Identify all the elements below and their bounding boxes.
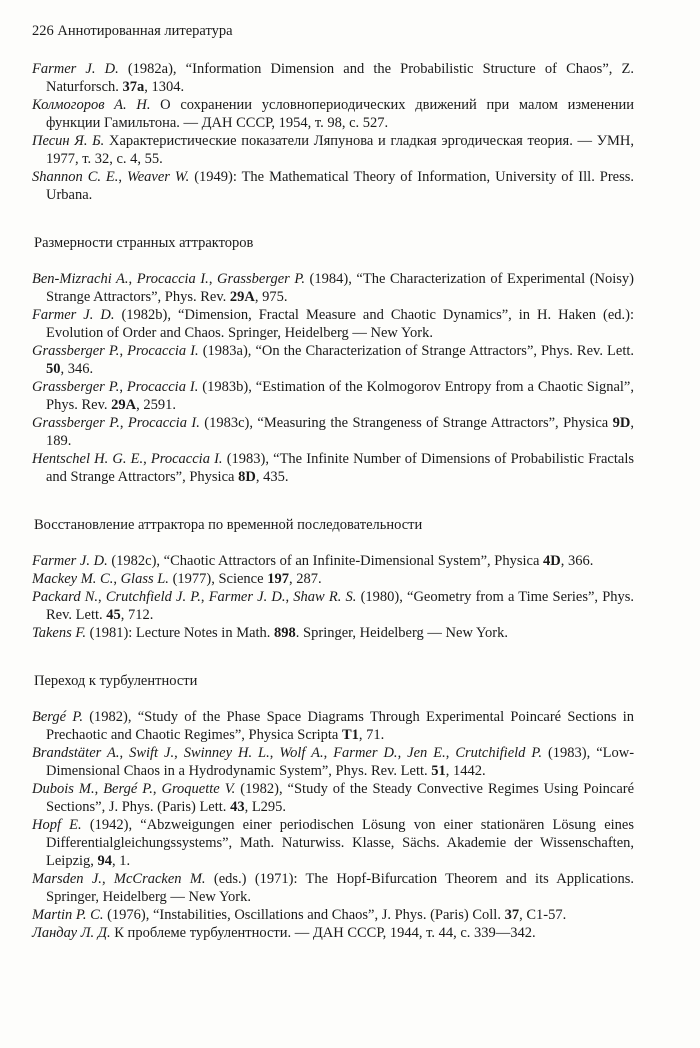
reference-text: ,	[128, 271, 137, 287]
author-name: Swift J.	[129, 745, 175, 761]
reference-text: , 346.	[60, 361, 94, 377]
reference-text: К проблеме турбулентности. — ДАН СССР, 1944, т. 44, с. 339—342.	[110, 925, 536, 941]
reference-text: ,	[101, 871, 114, 887]
reference-text: (1976), “Instabilities, Oscillations and Chaos”, J. Phys. (Paris) Coll.	[103, 907, 505, 923]
reference-entry	[32, 270, 634, 306]
author-name: Hentschel H. G. E.	[32, 451, 144, 467]
reference-entry	[32, 780, 634, 816]
author-name: Grassberger P.	[32, 415, 120, 431]
reference-text: ,	[119, 745, 130, 761]
reference-entry	[32, 870, 634, 906]
reference-text: (1982), “Study of the Phase Space Diagrams Through Experimental Poincaré Sections in Prechaotic and Chaotic Regimes”, Physica Scripta	[46, 709, 634, 743]
reference-text: ,	[94, 781, 104, 797]
bibliography-section	[32, 234, 634, 486]
reference-entry	[32, 378, 634, 414]
author-name: Shaw R. S.	[293, 589, 357, 605]
reference-entry	[32, 624, 634, 642]
running-head: 226 Аннотированная литература	[32, 23, 233, 39]
author-name: Glass L.	[120, 571, 169, 587]
author-name: Procaccia I.	[127, 415, 200, 431]
reference-text: (1977), Science	[168, 571, 268, 587]
author-name: Procaccia I.	[127, 343, 199, 359]
bibliography	[32, 60, 634, 942]
reference-entry	[32, 168, 634, 204]
author-name: Grassberger P.	[217, 271, 305, 287]
reference-text: ,	[269, 745, 280, 761]
volume-number: 4D	[543, 553, 561, 569]
reference-text: , 2591.	[136, 397, 176, 413]
author-name: Shannon C. E.	[32, 169, 119, 185]
author-name: Farmer D.	[333, 745, 398, 761]
reference-text: ,	[208, 271, 218, 287]
reference-entry	[32, 906, 634, 924]
bibliography-section	[32, 60, 634, 204]
reference-entry	[32, 450, 634, 486]
author-name: Hopf E.	[32, 817, 82, 833]
volume-number: 45	[106, 607, 121, 623]
reference-text: ,	[174, 745, 184, 761]
author-name: Procaccia I.	[136, 271, 209, 287]
reference-text: , C1-57.	[519, 907, 567, 923]
reference-entry	[32, 744, 634, 780]
reference-text: ,	[98, 589, 106, 605]
reference-text: (1983c), “Measuring the Strangeness of Strange Attractors”, Physica	[199, 415, 613, 431]
reference-entry	[32, 132, 634, 168]
reference-text: ,	[119, 343, 128, 359]
bibliography-section	[32, 672, 634, 942]
volume-number: 37a	[122, 79, 145, 95]
reference-text: ,	[152, 781, 162, 797]
reference-text: ,	[119, 415, 128, 431]
author-name: Wolf A.	[279, 745, 324, 761]
reference-text: ,	[397, 745, 408, 761]
reference-text: ,	[113, 571, 121, 587]
reference-entry	[32, 60, 634, 96]
reference-entry	[32, 306, 634, 342]
reference-text: , 1.	[112, 853, 131, 869]
bibliography-section	[32, 516, 634, 642]
author-name: Jen E.	[407, 745, 446, 761]
author-name: Procaccia I.	[150, 451, 223, 467]
volume-number: 50	[46, 361, 61, 377]
reference-text: (1982), “Study of the Steady Convective Regimes Using Poincaré Sections”, J. Phys. (Paris) Lett.	[46, 781, 635, 815]
reference-text: ,	[118, 169, 127, 185]
reference-text: (1942), “Abzweigungen einer periodischen Lösung von einer stationären Lösung eines Differentialgleichungssystems”, Math. Naturwiss. Klasse, Sächs. Akademie der Wissenschaften, Leipzig,	[46, 817, 635, 869]
author-name: Grassberger P.	[32, 343, 120, 359]
reference-entry	[32, 342, 634, 378]
reference-entry	[32, 96, 634, 132]
author-name: Колмогоров А. Н.	[32, 97, 151, 113]
reference-text: (1983b), “Estimation of the Kolmogorov Entropy from a Chaotic Signal”, Phys. Rev.	[46, 379, 634, 413]
reference-text: , 975.	[254, 289, 288, 305]
reference-text: О сохранении условнопериодических движений при малом изменении функции Гамильтона. — ДАН СССР, 1954, т. 98, с. 527.	[46, 97, 634, 131]
reference-text: (1983), “The Infinite Number of Dimensions of Probabilistic Fractals and Strange Attractors”, Physica	[46, 451, 634, 485]
volume-number: T1	[341, 727, 359, 743]
author-name: Swinney H. L.	[183, 745, 270, 761]
volume-number: 37	[504, 907, 520, 923]
reference-entry	[32, 924, 634, 942]
author-name: Procaccia I.	[126, 379, 199, 395]
author-name: McCracken M.	[113, 871, 206, 887]
author-name: Bergé P.	[103, 781, 153, 797]
reference-text: , 189.	[46, 415, 634, 449]
author-name: Martin P. C.	[32, 907, 104, 923]
author-name: Farmer J. D.	[208, 589, 286, 605]
reference-entry	[32, 708, 634, 744]
section-title: Переход к турбулентности	[34, 673, 198, 689]
reference-entry	[32, 552, 634, 570]
volume-number: 29A	[229, 289, 255, 305]
author-name: Takens F.	[32, 625, 86, 641]
reference-text: (1982c), “Chaotic Attractors of an Infinite-Dimensional System”, Physica	[107, 553, 544, 569]
reference-text: (1982b), “Dimension, Fractal Measure and Chaotic Dynamics”, in H. Haken (ed.): Evolution of Order and Chaos. Springer, Heidelberg — New York.	[46, 307, 634, 341]
author-name: Crutchifield P.	[455, 745, 542, 761]
volume-number: 898	[274, 625, 296, 641]
reference-text: (1983), “Low-Dimensional Chaos in a Hydrodynamic System”, Phys. Rev. Lett.	[46, 745, 635, 779]
section-title: Восстановление аттрактора по временной последовательности	[34, 517, 423, 533]
reference-text: ,	[200, 589, 209, 605]
reference-text: , 712.	[120, 607, 154, 623]
reference-text: ,	[285, 589, 294, 605]
reference-entry	[32, 414, 634, 450]
author-name: Dubois M.	[32, 781, 95, 797]
author-name: Ben-Mizrachi A.	[32, 271, 129, 287]
volume-number: 8D	[238, 469, 256, 485]
reference-text: ,	[143, 451, 151, 467]
reference-text: (eds.) (1971): The Hopf-Bifurcation Theorem and its Applications. Springer, Heidelberg — New York.	[46, 871, 634, 905]
section-title: Размерности странных аттракторов	[34, 235, 254, 251]
author-name: Crutchfield J. P.	[105, 589, 201, 605]
reference-text: , 366.	[560, 553, 594, 569]
reference-text: (1983a), “On the Characterization of Strange Attractors”, Phys. Rev. Lett.	[198, 343, 634, 359]
author-name: Weaver W.	[127, 169, 190, 185]
author-name: Farmer J. D.	[32, 307, 115, 323]
author-name: Ландау Л. Д.	[32, 925, 111, 941]
reference-text: , 1304.	[144, 79, 185, 95]
volume-number: 43	[230, 799, 245, 815]
reference-text: , 435.	[255, 469, 289, 485]
reference-text: (1982a), “Information Dimension and the Probabilistic Structure of Chaos”, Z. Naturforsch.	[46, 61, 634, 95]
volume-number: 94	[97, 853, 113, 869]
reference-text: ,	[323, 745, 334, 761]
author-name: Bergé P.	[32, 709, 83, 725]
reference-text: (1949): The Mathematical Theory of Information, University of Ill. Press. Urbana.	[46, 169, 635, 203]
reference-text: (1981): Lecture Notes in Math.	[86, 625, 275, 641]
reference-text: (1984), “The Characterization of Experimental (Noisy) Strange Attractors”, Phys. Rev.	[46, 271, 634, 305]
author-name: Farmer J. D.	[32, 553, 108, 569]
author-name: Mackey M. C.	[32, 571, 114, 587]
reference-text: ,	[119, 379, 127, 395]
reference-text: ,	[445, 745, 456, 761]
reference-entry	[32, 588, 634, 624]
reference-text: (1980), “Geometry from a Time Series”, Phys. Rev. Lett.	[46, 589, 635, 623]
reference-text: , 287.	[288, 571, 322, 587]
author-name: Grassberger P.	[32, 379, 120, 395]
author-name: Packard N.	[32, 589, 99, 605]
reference-text: , L295.	[244, 799, 287, 815]
reference-entry	[32, 816, 634, 870]
reference-text: , 71.	[358, 727, 385, 743]
author-name: Farmer J. D.	[32, 61, 119, 77]
volume-number: 9D	[612, 415, 631, 431]
author-name: Песин Я. Б.	[32, 133, 105, 149]
reference-text: , 1442.	[445, 763, 486, 779]
reference-text: Характеристические показатели Ляпунова и гладкая эргодическая теория. — УМН, 1977, т. 32, с. 4, 55.	[46, 133, 634, 167]
volume-number: 29A	[111, 397, 137, 413]
volume-number: 51	[431, 763, 446, 779]
reference-entry	[32, 570, 634, 588]
author-name: Brandstäter A.	[32, 745, 120, 761]
author-name: Marsden J.	[32, 871, 102, 887]
author-name: Groquette V.	[161, 781, 236, 797]
reference-text: . Springer, Heidelberg — New York.	[295, 625, 508, 641]
volume-number: 197	[267, 571, 289, 587]
